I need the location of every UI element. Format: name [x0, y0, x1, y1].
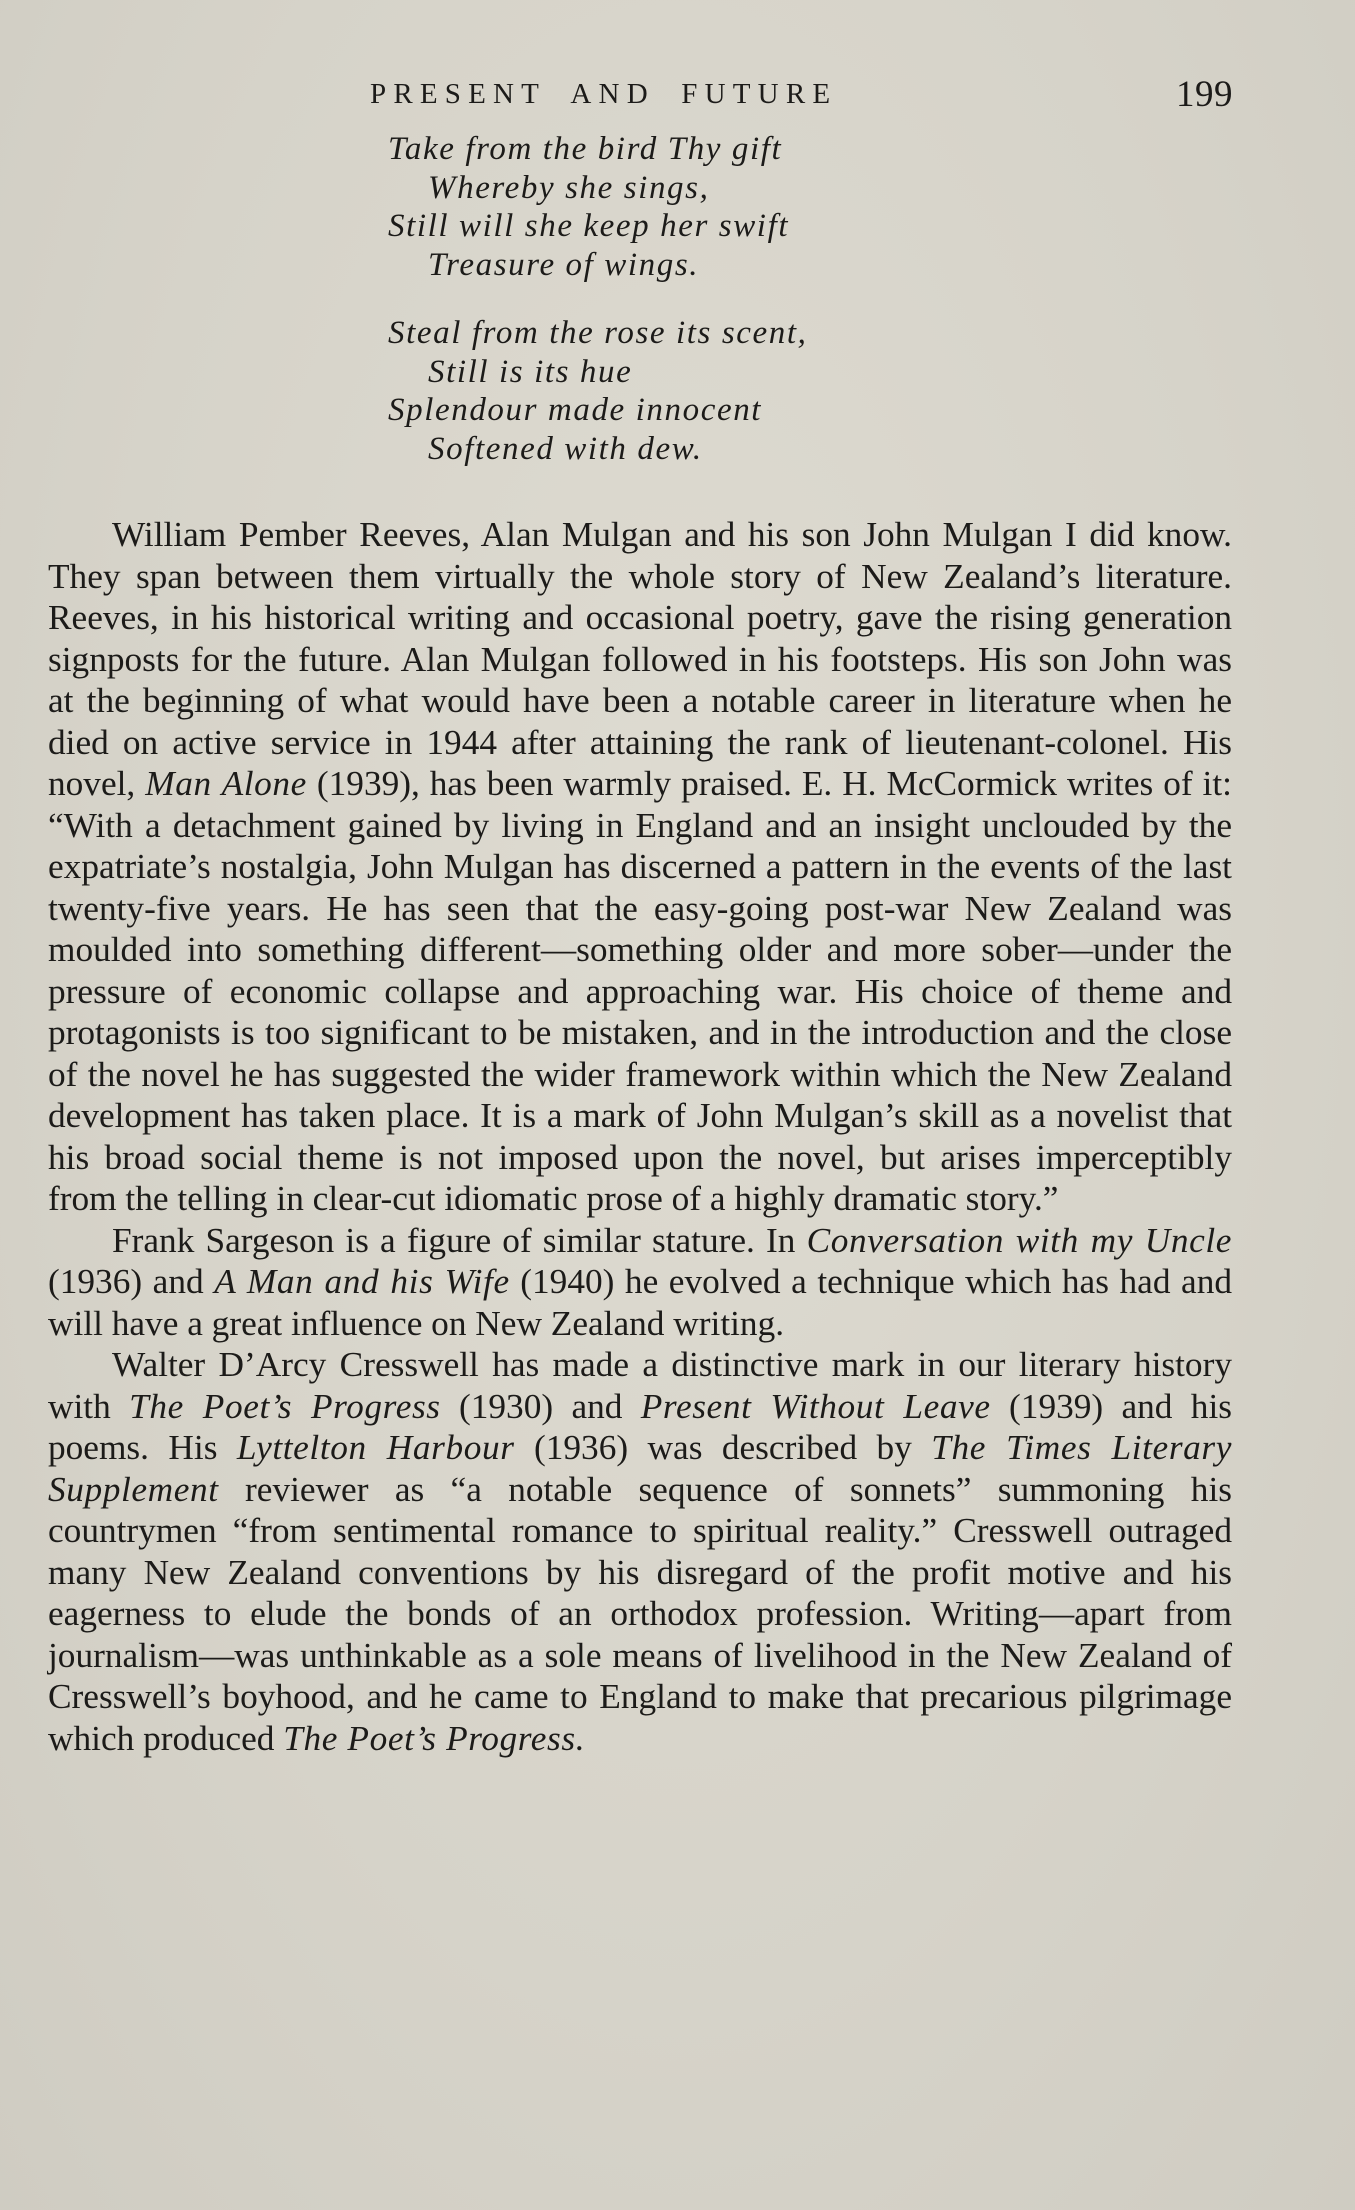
- text-run: (1936) and: [48, 1262, 215, 1301]
- running-head: PRESENT AND FUTURE: [370, 78, 838, 110]
- paragraph-cresswell: [48, 1344, 1232, 1759]
- book-title: Lyttelton Harbour: [236, 1428, 515, 1467]
- poem-line: Steal from the rose its scent,: [388, 315, 808, 351]
- text-run: (1939) and his poems. His: [48, 1386, 1233, 1467]
- body-text: [48, 514, 1232, 1759]
- text-run: reviewer as “a notable sequence of sonnets” summoning his countrymen “from sentimental romance to spiritual reality.” Cresswell outraged many New Zealand conventions by his disregard of the profit motive and his eagerness to elude the bonds of an orthodox profession. Writing—apart from journalism—was unthinkable as a sole means of livelihood in the New Zealand of Cresswell’s boyhood, and he came to England to make that precarious pilgrimage which produced: [48, 1469, 1232, 1758]
- book-title: The Times Literary Supplement: [48, 1428, 1233, 1509]
- poem-stanza: [388, 314, 1088, 468]
- text-run: (1940) he evolved a technique which has had and will have a great influence on New Zealand writing.: [48, 1262, 1232, 1343]
- paragraph-mulgan: [48, 514, 1232, 1220]
- book-title: Conversation with my Uncle: [806, 1220, 1233, 1260]
- book-title: Man Alone: [145, 764, 307, 803]
- poem-epigraph: [388, 130, 1088, 498]
- poem-line: Whereby she sings,: [428, 169, 710, 206]
- text-run: (1939), has been warmly praised. E. H. McCormick writes of it: “With a detachment gained by living in England and an insight unclouded by the expatriate’s nostalgia, John Mulgan has discerned a pattern in the events of the last twenty-five years. He has seen that the easy-going post-war New Zealand was moulded into something different—something older and more sober—under the pressure of economic collapse and approaching war. His choice of theme and protagonists is too significant to be mistaken, and in the introduction and the close of the novel he has suggested the wider framework within which the New Zealand development has taken place. It is a mark of John Mulgan’s skill as a novelist that his broad social theme is not imposed upon the novel, but arises imperceptibly from the telling in clear-cut idiomatic prose of a highly dramatic story.”: [48, 764, 1232, 1218]
- text-run: Walter D’Arcy Cresswell has made a distinctive mark in our literary history with: [48, 1345, 1232, 1426]
- book-title: Present Without Leave: [640, 1386, 991, 1426]
- text-run: (1930) and: [440, 1386, 641, 1426]
- paragraph-sargeson: [48, 1220, 1232, 1345]
- poem-line: Still is its hue: [428, 353, 633, 390]
- poem-line: Still will she keep her swift: [388, 208, 790, 244]
- poem-line: Take from the bird Thy gift: [388, 131, 783, 167]
- book-title: The Poet’s Progress.: [283, 1718, 586, 1758]
- poem-line: Treasure of wings.: [428, 246, 700, 283]
- text-run: William Pember Reeves, Alan Mulgan and his son John Mulgan I did know. They span between them virtually the whole story of New Zealand’s literature. Reeves, in his historical writing and occasional poetry, gave the rising generation signposts for the future. Alan Mulgan followed in his footsteps. His son John was at the beginning of what would have been a notable career in literature when he died on active service in 1944 after attaining the rank of lieutenant-colonel. His novel,: [48, 515, 1232, 803]
- book-title: A Man and his Wife: [214, 1262, 510, 1301]
- text-run: Frank Sargeson is a figure of similar stature. In: [112, 1220, 807, 1260]
- poem-stanza: [388, 130, 1088, 284]
- poem-line: Softened with dew.: [428, 430, 703, 467]
- page-number: 199: [1176, 74, 1233, 115]
- text-run: (1936) was described by: [514, 1428, 932, 1467]
- book-title: The Poet’s Progress: [129, 1386, 441, 1426]
- poem-line: Splendour made innocent: [388, 392, 763, 428]
